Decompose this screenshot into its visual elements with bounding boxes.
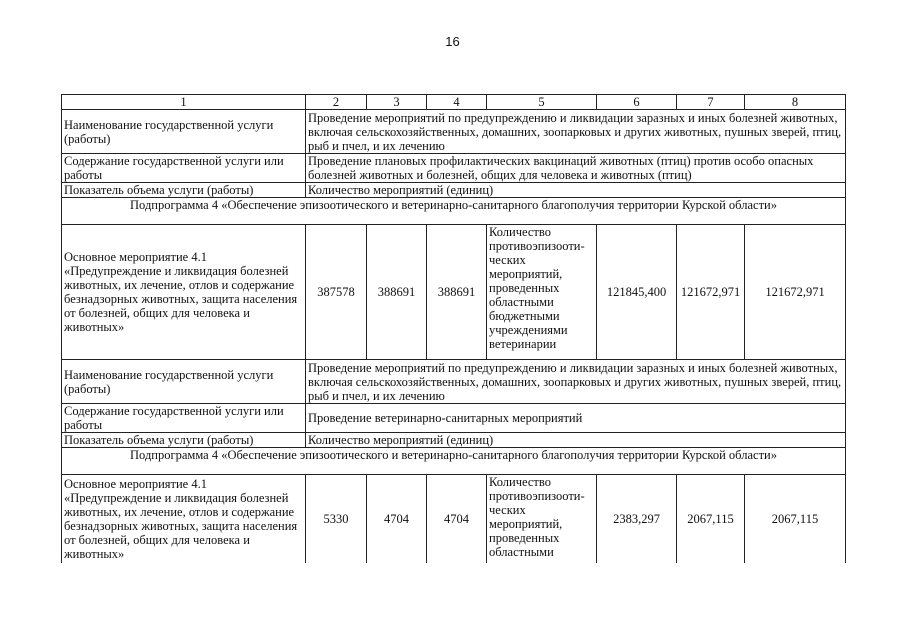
indicator-description: Количество противоэпизооти- ческих мероприятий, проведенных областными <box>487 475 597 563</box>
service-content-value: Проведение ветеринарно-санитарных мероприятий <box>306 404 846 433</box>
service-content-row <box>62 404 846 433</box>
service-content-row <box>62 154 846 183</box>
indicator-value: Количество мероприятий (единиц) <box>306 183 846 198</box>
service-name-label: Наименование государственной услуги (работы) <box>62 360 306 404</box>
measure-row <box>62 475 846 563</box>
header-cell: 6 <box>597 95 677 110</box>
page-number: 16 <box>445 34 460 49</box>
indicator-label: Показатель объема услуги (работы) <box>62 183 306 198</box>
indicator-value: Количество мероприятий (единиц) <box>306 433 846 448</box>
service-content-label: Содержание государственной услуги или работы <box>62 404 306 433</box>
budget-table <box>61 94 846 563</box>
indicator-description: Количество противоэпизооти- ческих мероприятий, проведенных областными бюджетными учреждениями ветеринарии <box>487 225 597 360</box>
subprogram-title: Подпрограмма 4 «Обеспечение эпизоотического и ветеринарно-санитарного благополучия территории Курской области» <box>62 198 846 225</box>
header-cell: 4 <box>427 95 487 110</box>
subprogram-row <box>62 448 846 475</box>
service-name-value: Проведение мероприятий по предупреждению и ликвидации заразных и иных болезней животных, включая сельскохозяйственных, домашних, зоопарковых и других животных, пушных зверей, птиц, рыб и пчел, и их лечению <box>306 360 846 404</box>
measure-row <box>62 225 846 360</box>
value-col-8: 2067,115 <box>745 475 846 563</box>
header-cell: 5 <box>487 95 597 110</box>
value-col-4: 4704 <box>427 475 487 563</box>
service-name-row <box>62 360 846 404</box>
value-col-6: 121845,400 <box>597 225 677 360</box>
service-content-label: Содержание государственной услуги или работы <box>62 154 306 183</box>
subprogram-title: Подпрограмма 4 «Обеспечение эпизоотического и ветеринарно-санитарного благополучия территории Курской области» <box>62 448 846 475</box>
indicator-row <box>62 433 846 448</box>
header-cell: 2 <box>306 95 367 110</box>
header-cell: 8 <box>745 95 846 110</box>
value-col-4: 388691 <box>427 225 487 360</box>
measure-description: Основное мероприятие 4.1 «Предупреждение и ликвидация болезней животных, их лечение, отлов и содержание безнадзорных животных, защита населения от болезней, общих для человека и животных» <box>62 475 306 563</box>
header-cell: 7 <box>677 95 745 110</box>
indicator-label: Показатель объема услуги (работы) <box>62 433 306 448</box>
value-col-8: 121672,971 <box>745 225 846 360</box>
service-name-row <box>62 110 846 154</box>
header-cell: 1 <box>62 95 306 110</box>
value-col-3: 388691 <box>367 225 427 360</box>
value-col-3: 4704 <box>367 475 427 563</box>
measure-description: Основное мероприятие 4.1 «Предупреждение и ликвидация болезней животных, их лечение, отлов и содержание безнадзорных животных, защита населения от болезней, общих для человека и животных» <box>62 225 306 360</box>
value-col-7: 121672,971 <box>677 225 745 360</box>
header-cell: 3 <box>367 95 427 110</box>
header-row <box>62 95 846 110</box>
service-content-value: Проведение плановых профилактических вакцинаций животных (птиц) против особо опасных болезней животных и болезней, общих для человека и животных (птиц) <box>306 154 846 183</box>
value-col-7: 2067,115 <box>677 475 745 563</box>
subprogram-row <box>62 198 846 225</box>
service-name-label: Наименование государственной услуги (работы) <box>62 110 306 154</box>
value-col-2: 387578 <box>306 225 367 360</box>
value-col-6: 2383,297 <box>597 475 677 563</box>
indicator-row <box>62 183 846 198</box>
service-name-value: Проведение мероприятий по предупреждению и ликвидации заразных и иных болезней животных, включая сельскохозяйственных, домашних, зоопарковых и других животных, пушных зверей, птиц, рыб и пчел, и их лечению <box>306 110 846 154</box>
value-col-2: 5330 <box>306 475 367 563</box>
